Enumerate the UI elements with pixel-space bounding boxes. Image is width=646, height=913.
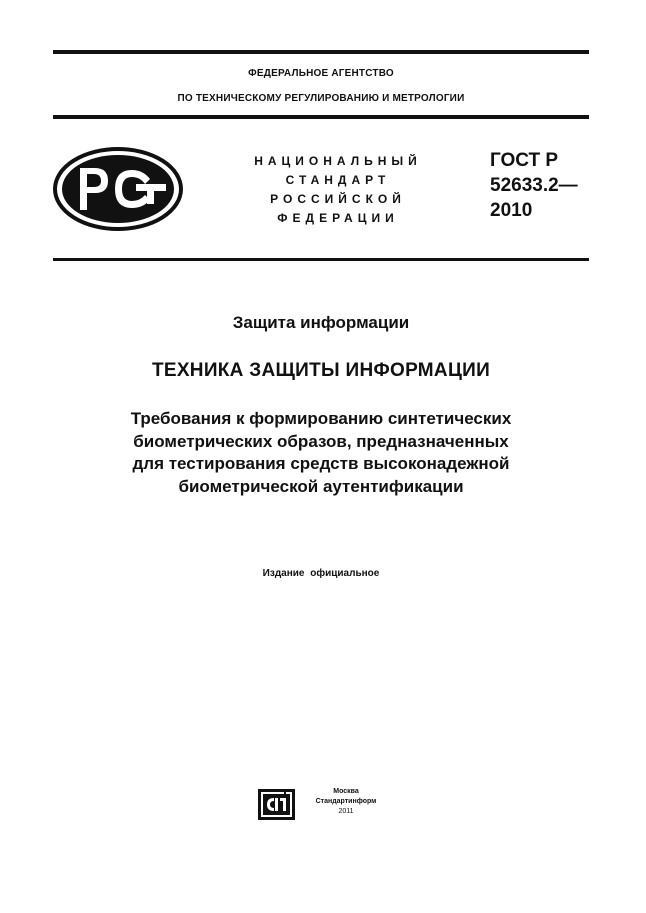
std-line-3: РОССИЙСКОЙ: [270, 192, 406, 206]
subtitle: [60, 408, 582, 498]
publisher-block: [302, 787, 390, 817]
std-line-4: ФЕДЕРАЦИИ: [277, 211, 399, 225]
edition-label: Издание официальное: [262, 568, 380, 579]
designation-line-1: ГОСТ Р: [490, 150, 559, 171]
designation-line-3: 2010: [490, 200, 533, 221]
header-rule: [53, 115, 589, 119]
designation-line-2: 52633.2—: [490, 175, 578, 196]
std-line-2: СТАНДАРТ: [285, 173, 391, 187]
publication-year: 2011: [338, 808, 354, 815]
general-title: Защита информации: [232, 313, 410, 332]
subtitle-line-3: для тестирования средств высоконадежной: [132, 454, 510, 473]
agency-name-line-1: ФЕДЕРАЛЬНОЕ АГЕНТСТВО: [248, 68, 394, 79]
national-standard-label: [238, 152, 438, 228]
subtitle-line-1: Требования к формированию синтетических: [130, 409, 512, 428]
section-rule: [53, 258, 589, 261]
standartinform-logo-icon: [258, 789, 295, 820]
publisher-name: Стандартинформ: [315, 798, 377, 805]
subtitle-line-2: биометрических образов, предназначенных: [133, 431, 509, 451]
subtitle-line-4: биометрической аутентификации: [178, 476, 464, 496]
top-rule: [53, 50, 589, 54]
standard-designation: [490, 148, 578, 223]
agency-name-line-2: ПО ТЕХНИЧЕСКОМУ РЕГУЛИРОВАНИЮ И МЕТРОЛОГИИ: [177, 93, 465, 104]
std-line-1: НАЦИОНАЛЬНЫЙ: [254, 154, 422, 168]
main-title: ТЕХНИКА ЗАЩИТЫ ИНФОРМАЦИИ: [151, 360, 491, 381]
rst-certification-mark-icon: [52, 146, 184, 232]
publisher-city: Москва: [333, 788, 359, 795]
